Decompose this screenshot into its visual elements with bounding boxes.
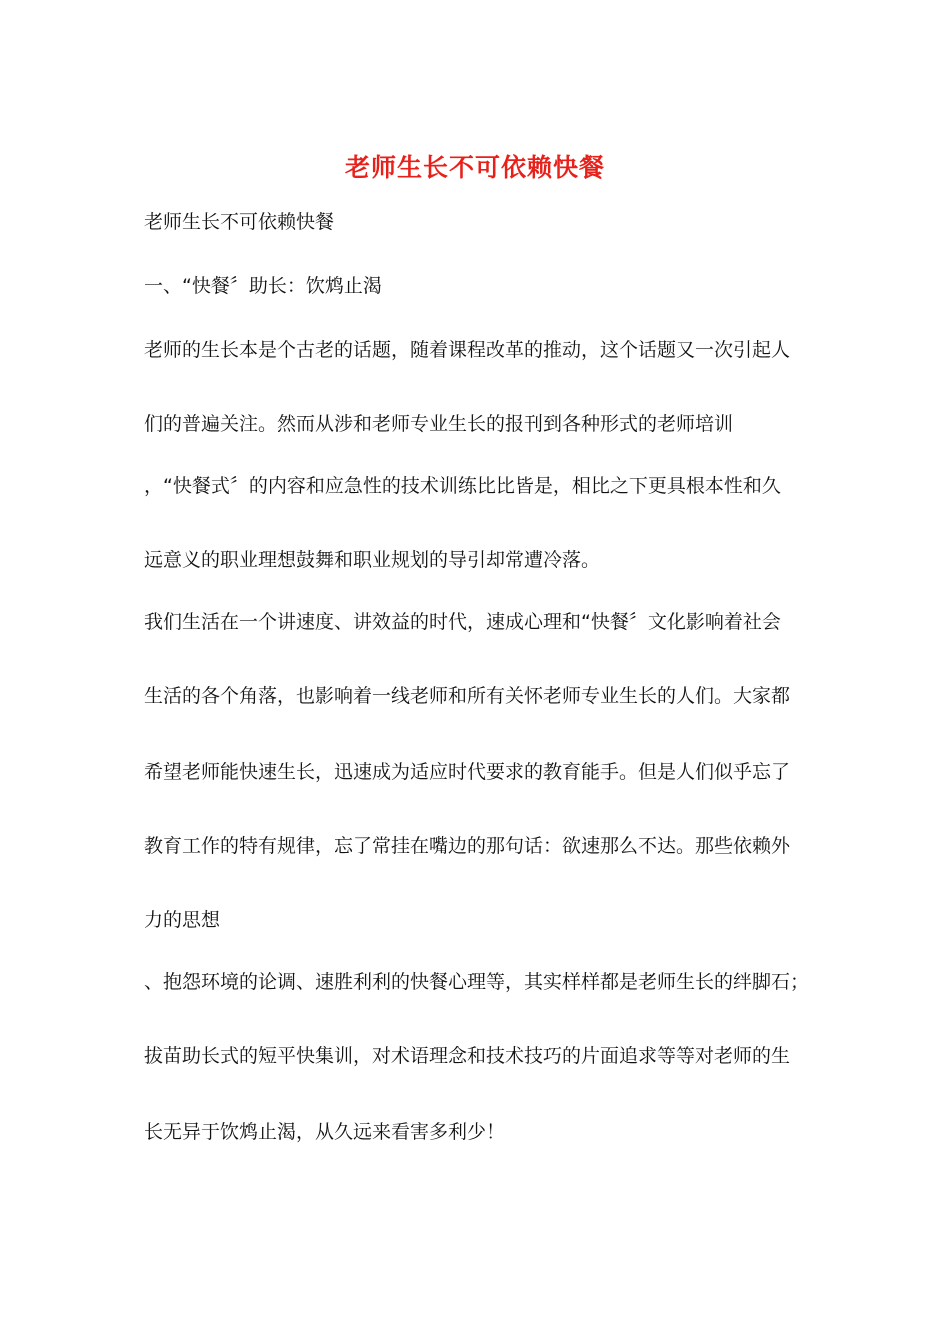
paragraph-line: 拔苗助长式的短平快集训，对术语理念和技术技巧的片面追求等等对老师的生 (144, 1045, 791, 1067)
paragraph-line: 力的思想 (144, 909, 221, 931)
paragraph-line: 长无异于饮鸩止渴，从久远来看害多利少！ (144, 1121, 506, 1143)
paragraph-line: 远意义的职业理想鼓舞和职业规划的导引却常遭冷落。 (144, 549, 601, 571)
paragraph-line: 我们生活在一个讲速度、讲效益的时代，速成心理和“快餐〞文化影响着社会 (144, 611, 781, 633)
paragraph-line: 、抱怨环境的论调、速胜利利的快餐心理等，其实样样都是老师生长的绊脚石； (144, 971, 810, 993)
document-title: 老师生长不可依赖快餐 (344, 153, 605, 182)
paragraph-line: 教育工作的特有规律，忘了常挂在嘴边的那句话：欲速那么不达。那些依赖外 (144, 835, 791, 857)
paragraph-line: 希望老师能快速生长，迅速成为适应时代要求的教育能手。但是人们似乎忘了 (144, 761, 791, 783)
paragraph-line: 生活的各个角落，也影响着一线老师和所有关怀老师专业生长的人们。大家都 (144, 685, 791, 707)
section-heading: 一、“快餐〞助长：饮鸩止渴 (144, 275, 382, 297)
subtitle-line: 老师生长不可依赖快餐 (144, 211, 335, 233)
paragraph-line: 们的普遍关注。然而从涉和老师专业生长的报刊到各种形式的老师培训 (144, 413, 734, 435)
paragraph-line: ，“快餐式〞的内容和应急性的技术训练比比皆是，相比之下更具根本性和久 (144, 475, 781, 497)
paragraph-line: 老师的生长本是个古老的话题，随着课程改革的推动，这个话题又一次引起人 (144, 339, 791, 361)
